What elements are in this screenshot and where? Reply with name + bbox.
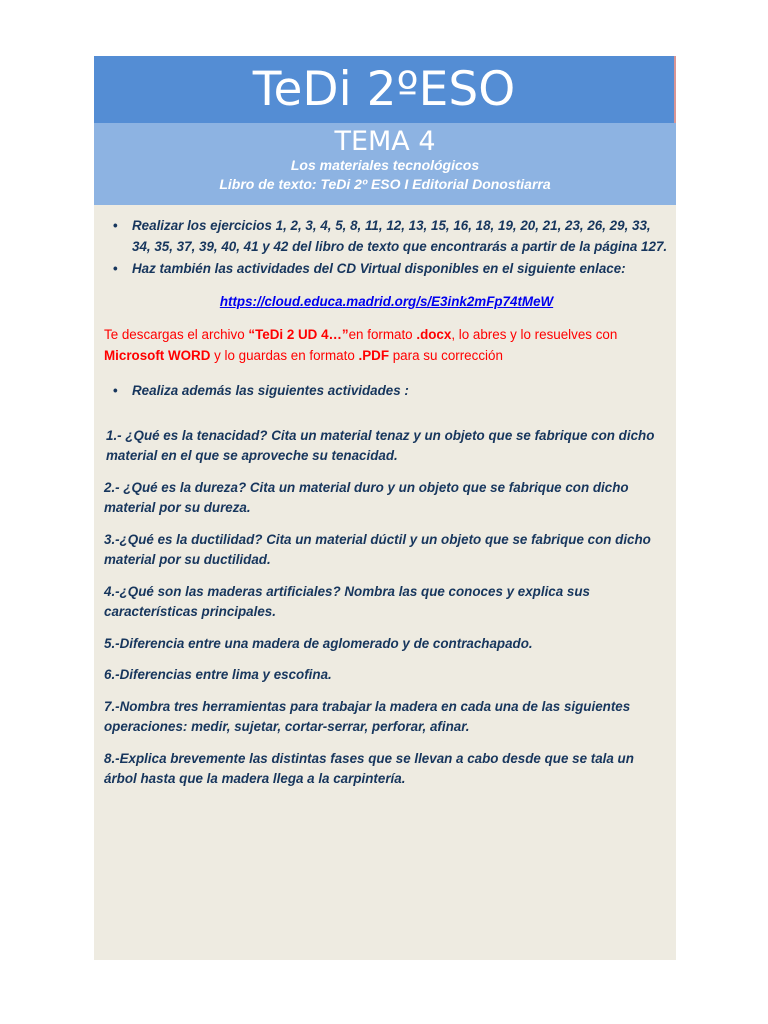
textbook-line: Libro de texto: TeDi 2º ESO I Editorial Donostiarra bbox=[219, 176, 551, 192]
document-body bbox=[104, 216, 669, 801]
list-item bbox=[104, 381, 669, 402]
link-container bbox=[104, 292, 669, 313]
extra-activities-label: Realiza además las siguientes actividades : bbox=[132, 383, 409, 398]
question-8: 8.-Explica brevemente las distintas fases que se llevan a cabo desde que se tala un árbol hasta que la madera llega a la carpintería. bbox=[104, 750, 634, 786]
bullet-icon: • bbox=[113, 261, 118, 276]
bullet-icon: • bbox=[113, 383, 118, 398]
bullet-icon: • bbox=[113, 218, 118, 233]
cloud-link[interactable]: https://cloud.educa.madrid.org/s/E3ink2mFp74tMeW bbox=[219, 293, 554, 309]
note-docx: .docx bbox=[416, 327, 452, 342]
question-3: 3.-¿Qué es la ductilidad? Cita un material dúctil y un objeto que se fabrique con dicho material por su ductilidad. bbox=[104, 531, 651, 567]
list-item bbox=[104, 259, 669, 280]
question-list bbox=[104, 426, 669, 790]
title-banner bbox=[94, 56, 676, 123]
page-title: TeDi 2ºESO bbox=[252, 62, 516, 117]
note-word: Microsoft WORD bbox=[104, 348, 211, 363]
note-text: Te descargas el archivo bbox=[104, 327, 249, 342]
question-5: 5.-Diferencia entre una madera de aglomerado y de contrachapado. bbox=[104, 635, 533, 651]
note-text: y lo guardas en formato bbox=[210, 348, 359, 363]
download-instructions bbox=[104, 324, 669, 366]
question-2: 2.- ¿Qué es la dureza? Cita un material duro y un objeto que se fabrique con dicho material por su dureza. bbox=[104, 479, 629, 515]
note-pdf: .PDF bbox=[358, 348, 390, 363]
task-exercises: Realizar los ejercicios 1, 2, 3, 4, 5, 8, 11, 12, 13, 15, 16, 18, 19, 20, 21, 23, 26, 29, 33, 34, 35, 37, 39, 40, 41 y 42 del libro de texto que encontrarás a partir de la página 127. bbox=[132, 218, 668, 254]
subtitle-banner bbox=[94, 123, 676, 205]
note-text: , lo abres y lo resuelves con bbox=[451, 327, 618, 342]
note-text: para su corrección bbox=[389, 348, 503, 363]
question-6: 6.-Diferencias entre lima y escofina. bbox=[104, 667, 332, 682]
question-4: 4.-¿Qué son las maderas artificiales? Nombra las que conoces y explica sus características principales. bbox=[104, 583, 590, 619]
question-1: 1.- ¿Qué es la tenacidad? Cita un material tenaz y un objeto que se fabrique con dicho material en el que se aproveche su tenacidad. bbox=[106, 427, 655, 463]
list-item bbox=[104, 216, 669, 257]
note-filename: “TeDi 2 UD 4…” bbox=[248, 327, 349, 342]
note-text: en formato bbox=[348, 327, 417, 342]
task-list bbox=[104, 216, 669, 280]
tema-heading: TEMA 4 bbox=[334, 126, 436, 157]
task-cd-virtual: Haz también las actividades del CD Virtual disponibles en el siguiente enlace: bbox=[132, 261, 626, 276]
question-7: 7.-Nombra tres herramientas para trabajar la madera en cada una de las siguientes operaciones: medir, sujetar, cortar-serrar, perforar, afinar. bbox=[104, 698, 631, 734]
topic-subtitle: Los materiales tecnológicos bbox=[290, 157, 480, 173]
document-page bbox=[94, 56, 676, 960]
